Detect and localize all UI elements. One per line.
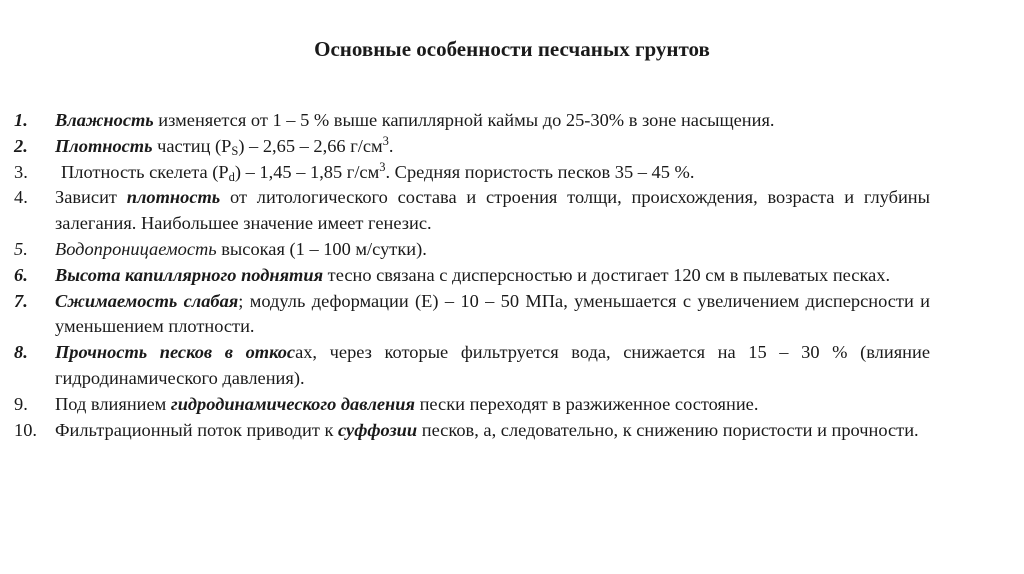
item-text: от литологического состава и строения толщи, происхождения, возраста и глубины залегания. Наибольшее значение имеет генезис. xyxy=(55,187,930,234)
item-number: 5. xyxy=(14,238,28,259)
list-item-1 xyxy=(14,108,930,134)
item-number: 7. xyxy=(14,290,28,311)
item-term: Высота капиллярного поднятия xyxy=(55,264,324,285)
list-item-3 xyxy=(14,160,930,186)
list-item-9 xyxy=(14,392,930,418)
item-number: 1. xyxy=(14,110,28,130)
item-text: ах, через которые фильтруется вода, снижается на 15 – 30 % (влияние гидродинамического давления). xyxy=(55,342,930,388)
item-text: Зависит xyxy=(55,187,127,208)
item-text: песков, а, следовательно, к снижению пористости и прочности. xyxy=(417,419,919,440)
density-subscript: S xyxy=(231,143,239,158)
unit-superscript: 3 xyxy=(382,133,389,148)
list-item-8 xyxy=(14,340,930,392)
item-term: суффозии xyxy=(338,419,418,440)
item-number: 4. xyxy=(14,187,28,208)
item-term: Влажность xyxy=(55,110,154,130)
item-text: Фильтрационный поток приводит к xyxy=(55,419,338,440)
item-term: Водопроницаемость xyxy=(55,238,217,259)
slide-title: Основные особенности песчаных грунтов xyxy=(314,37,710,61)
item-number: 8. xyxy=(14,342,28,363)
item-term: Прочность песков в откос xyxy=(55,342,296,363)
list-item-10 xyxy=(14,418,930,444)
item-text: пески переходят в разжиженное состояние. xyxy=(414,393,759,414)
list-item-6 xyxy=(14,263,930,289)
item-text: ) – 1,45 – 1,85 г/см xyxy=(234,161,380,182)
list-item-5 xyxy=(14,237,930,263)
item-text: высокая (1 – 100 м/сутки). xyxy=(216,238,427,259)
item-term: Сжимаемость слабая xyxy=(55,290,239,311)
item-text: частиц (P xyxy=(152,135,232,156)
item-number: 6. xyxy=(14,264,28,285)
item-term: гидродинамического давления xyxy=(170,393,415,414)
item-text: ; модуль деформации (Е) – 10 – 50 МПа, уменьшается с увеличением дисперсности и уменьшением плотности. xyxy=(55,290,930,337)
item-number: 3. xyxy=(14,161,28,182)
item-text: Плотность скелета (P xyxy=(61,161,229,182)
features-list xyxy=(14,108,930,443)
item-text: Под влиянием xyxy=(55,393,171,414)
density-subscript: d xyxy=(228,169,235,184)
list-item-4 xyxy=(14,185,930,237)
item-text: изменяется от 1 – 5 % выше капиллярной каймы до 25-30% в зоне насыщения. xyxy=(153,110,775,130)
unit-superscript: 3 xyxy=(379,159,386,174)
item-number: 10. xyxy=(14,419,37,440)
item-text: . Средняя пористость песков 35 – 45 %. xyxy=(385,161,695,182)
list-item-7 xyxy=(14,289,930,341)
item-text: тесно связана с дисперсностью и достигает 120 см в пылеватых песках. xyxy=(323,264,891,285)
item-term: плотность xyxy=(126,187,221,208)
list-item-2 xyxy=(14,134,930,160)
item-number: 2. xyxy=(14,135,28,156)
item-number: 9. xyxy=(14,393,28,414)
item-text: . xyxy=(388,135,394,156)
item-term: Плотность xyxy=(55,135,153,156)
item-text: ) – 2,65 – 2,66 г/см xyxy=(238,135,383,156)
